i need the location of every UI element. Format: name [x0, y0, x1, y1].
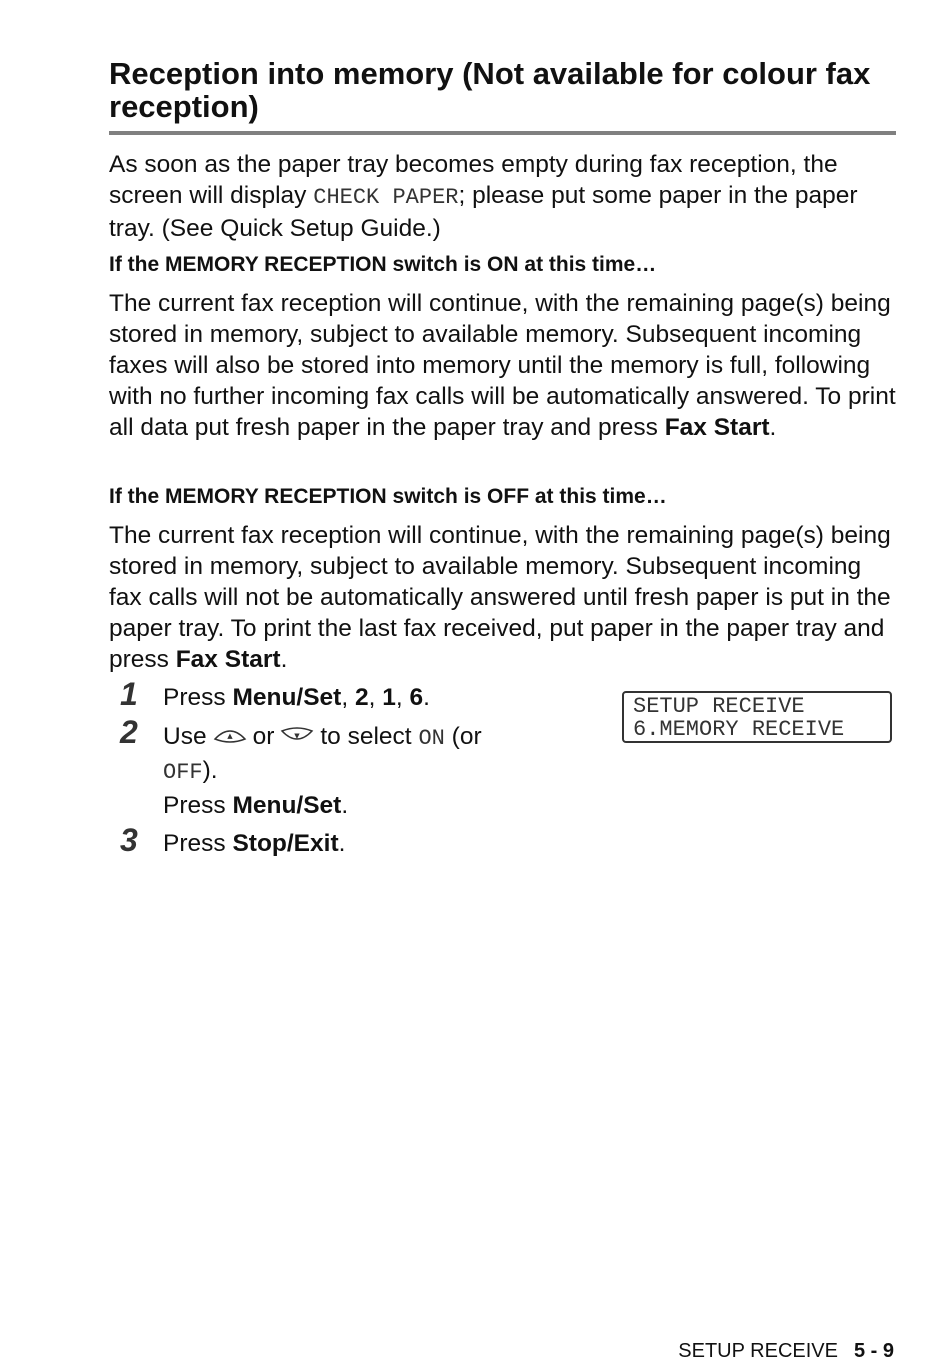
lcd-line-1: SETUP RECEIVE	[633, 694, 805, 719]
menu-set-key: Menu/Set	[232, 684, 342, 711]
menu-set-key: Menu/Set	[232, 792, 342, 819]
section-on-heading: If the MEMORY RECEPTION switch is ON at this time…	[109, 253, 657, 276]
down-arrow-key-icon	[280, 722, 314, 754]
intro-paragraph	[109, 149, 899, 244]
footer-section-name: SETUP RECEIVE	[678, 1340, 838, 1362]
page-title: Reception into memory (Not available for colour fax reception)	[109, 56, 871, 124]
page-number: 5 - 9	[853, 1340, 894, 1362]
svg-text:▲: ▲	[226, 731, 233, 740]
option-on: ON	[418, 726, 445, 751]
svg-text:▼: ▼	[294, 731, 301, 740]
lcd-display	[622, 691, 892, 743]
step-number: 1	[120, 676, 138, 712]
option-off: OFF	[163, 760, 203, 785]
fax-start-key: Fax Start	[664, 414, 770, 441]
step-number: 2	[120, 714, 138, 750]
section-on-text: The current fax reception will continue, with the remaining page(s) being stored in memory, subject to available memory. Subsequent incoming faxes will also be stored into memory until the memory is full, following with no further incoming fax calls will be automatically answered. To print all data put fresh paper in the paper tray and press	[109, 290, 896, 441]
step-2-text: Use ▲ or ▼ to select ON (or OFF).	[163, 723, 482, 785]
stop-exit-key: Stop/Exit	[232, 830, 339, 857]
step-3-text: Press Stop/Exit.	[163, 830, 346, 857]
step-number: 3	[120, 822, 138, 858]
section-off-paragraph: The current fax reception will continue, with the remaining page(s) being stored in memory, subject to available memory. Subsequent incoming fax calls will not be automatically answered until fresh paper is put in the paper tray. To print the last fax received, put paper in the paper tray and press Fax Start.	[109, 522, 891, 673]
fax-start-key: Fax Start	[175, 646, 281, 673]
intro-text-1: As soon as the paper tray becomes empty during fax reception, the screen will display	[109, 151, 838, 209]
lcd-line-2: 6.MEMORY RECEIVE	[633, 717, 845, 742]
step-1-text: Press Menu/Set, 2, 1, 6.	[163, 684, 430, 711]
lcd-message-check-paper: CHECK PAPER	[313, 185, 459, 210]
up-arrow-key-icon	[213, 722, 247, 754]
page-footer	[678, 1340, 894, 1363]
section-off-heading: If the MEMORY RECEPTION switch is OFF at this time…	[109, 485, 667, 508]
step-2-press-text: Press Menu/Set.	[163, 792, 349, 819]
intro-text-2: ; please put some paper in the paper tray. (See Quick Setup Guide.)	[109, 182, 858, 242]
section-off-text: The current fax reception will continue, with the remaining page(s) being stored in memory, subject to available memory. Subsequent incoming fax calls will not be automatically answered until fresh paper is put in the paper tray. To print the last fax received, put paper in the paper tray and press	[109, 522, 891, 673]
title-divider	[109, 131, 896, 135]
section-on-paragraph: The current fax reception will continue, with the remaining page(s) being stored in memory, subject to available memory. Subsequent incoming faxes will also be stored into memory until the memory is full, following with no further incoming fax calls will be automatically answered. To print all data put fresh paper in the paper tray and press Fax Start.	[109, 290, 896, 441]
